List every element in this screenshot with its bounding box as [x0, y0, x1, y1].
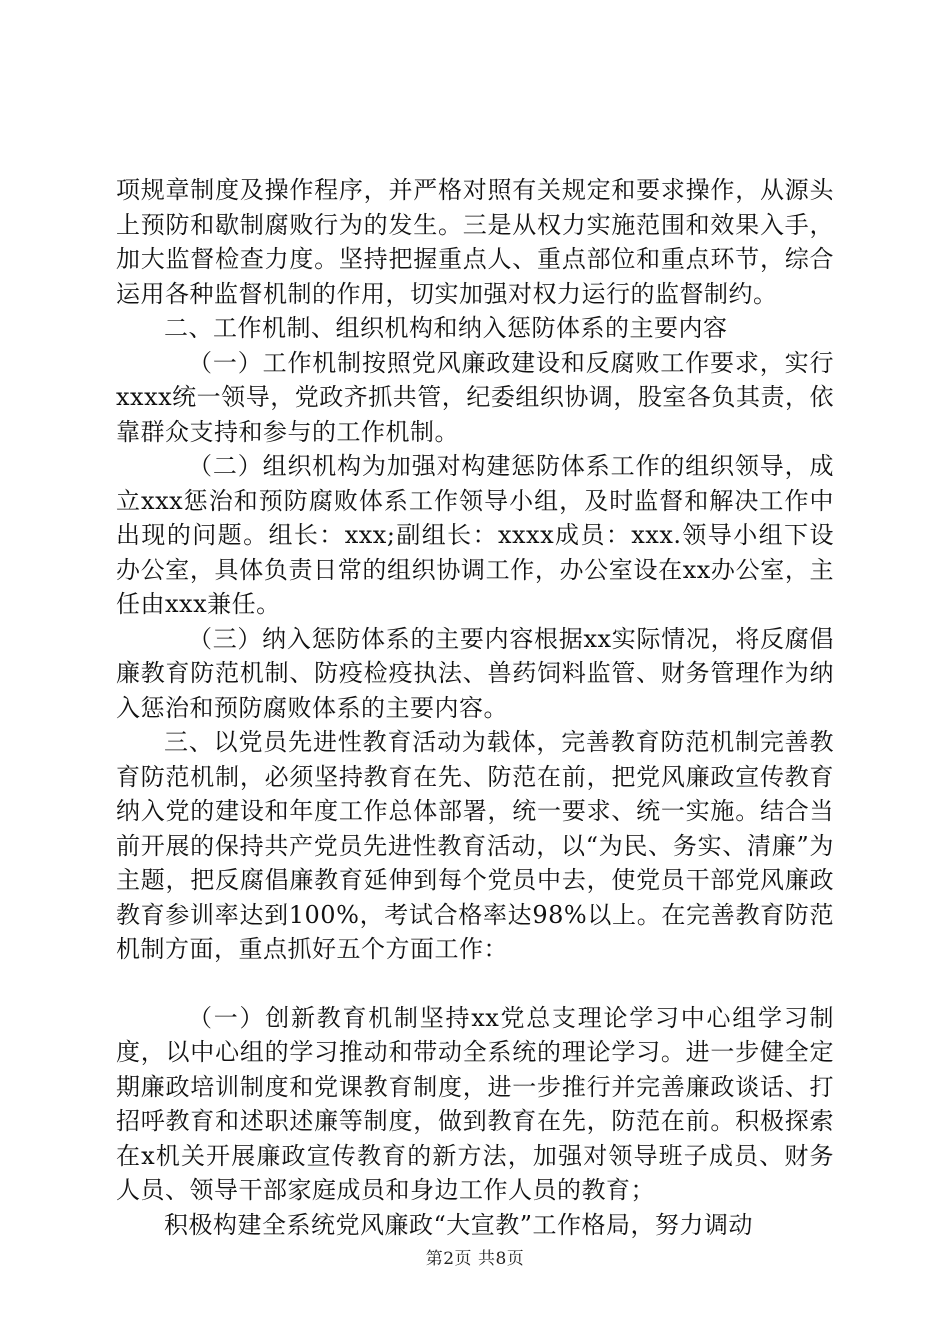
paragraph-publicity: 积极构建全系统党风廉政“大宣教”工作格局，努力调动	[164, 1210, 754, 1239]
page-footer: 第2页 共8页	[425, 1249, 525, 1269]
section-heading-2: 二、工作机制、组织机构和纳入惩防体系的主要内容	[164, 314, 728, 342]
paragraph-work-mechanism: （一）工作机制按照党风廉政建设和反腐败工作要求，实行xxxx统一领导，党政齐抓共管，纪委组织协调，股室各负其责，依靠群众支持和参与的工作机制。	[116, 348, 834, 446]
paragraph-main-content: （三）纳入惩防体系的主要内容根据xx实际情况，将反腐倡廉教育防范机制、防疫检疫执法、兽药饲料监管、财务管理作为纳入惩治和预防腐败体系的主要内容。	[116, 624, 834, 722]
paragraph-education-mechanism: （一）创新教育机制坚持xx党总支理论学习中心组学习制度，以中心组的学习推动和带动全系统的理论学习。进一步健全定期廉政培训制度和党课教育制度，进一步推行并完善廉政谈话、打招呼教育和述职述廉等制度，做到教育在先，防范在前。积极探索在x机关开展廉政宣传教育的新方法，加强对领导班子成员、财务人员、领导干部家庭成员和身边工作人员的教育；	[116, 1003, 834, 1204]
document-body	[116, 173, 834, 1242]
paragraph-organization: （二）组织机构为加强对构建惩防体系工作的组织领导，成立xxx惩治和预防腐败体系工作领导小组，及时监督和解决工作中出现的问题。组长：xxx;副组长：xxxx成员：xxx.领导小组下设办公室，具体负责日常的组织协调工作，办公室设在xx办公室，主任由xxx兼任。	[116, 452, 834, 618]
section-heading-3: 三、以党员先进性教育活动为载体，完善教育防范机制完善教育防范机制，必须坚持教育在先、防范在前，把党风廉政宣传教育纳入党的建设和年度工作总体部署，统一要求、统一实施。结合当前开展的保持共产党员先进性教育活动，以“为民、务实、清廉”为主题，把反腐倡廉教育延伸到每个党员中去，使党员干部党风廉政教育参训率达到100%，考试合格率达98%以上。在完善教育防范机制方面，重点抓好五个方面工作：	[116, 728, 834, 963]
paragraph-continued: 项规章制度及操作程序，并严格对照有关规定和要求操作，从源头上预防和歇制腐败行为的发生。三是从权力实施范围和效果入手，加大监督检查力度。坚持把握重点人、重点部位和重点环节，综合运用各种监督机制的作用，切实加强对权力运行的监督制约。	[116, 176, 834, 308]
